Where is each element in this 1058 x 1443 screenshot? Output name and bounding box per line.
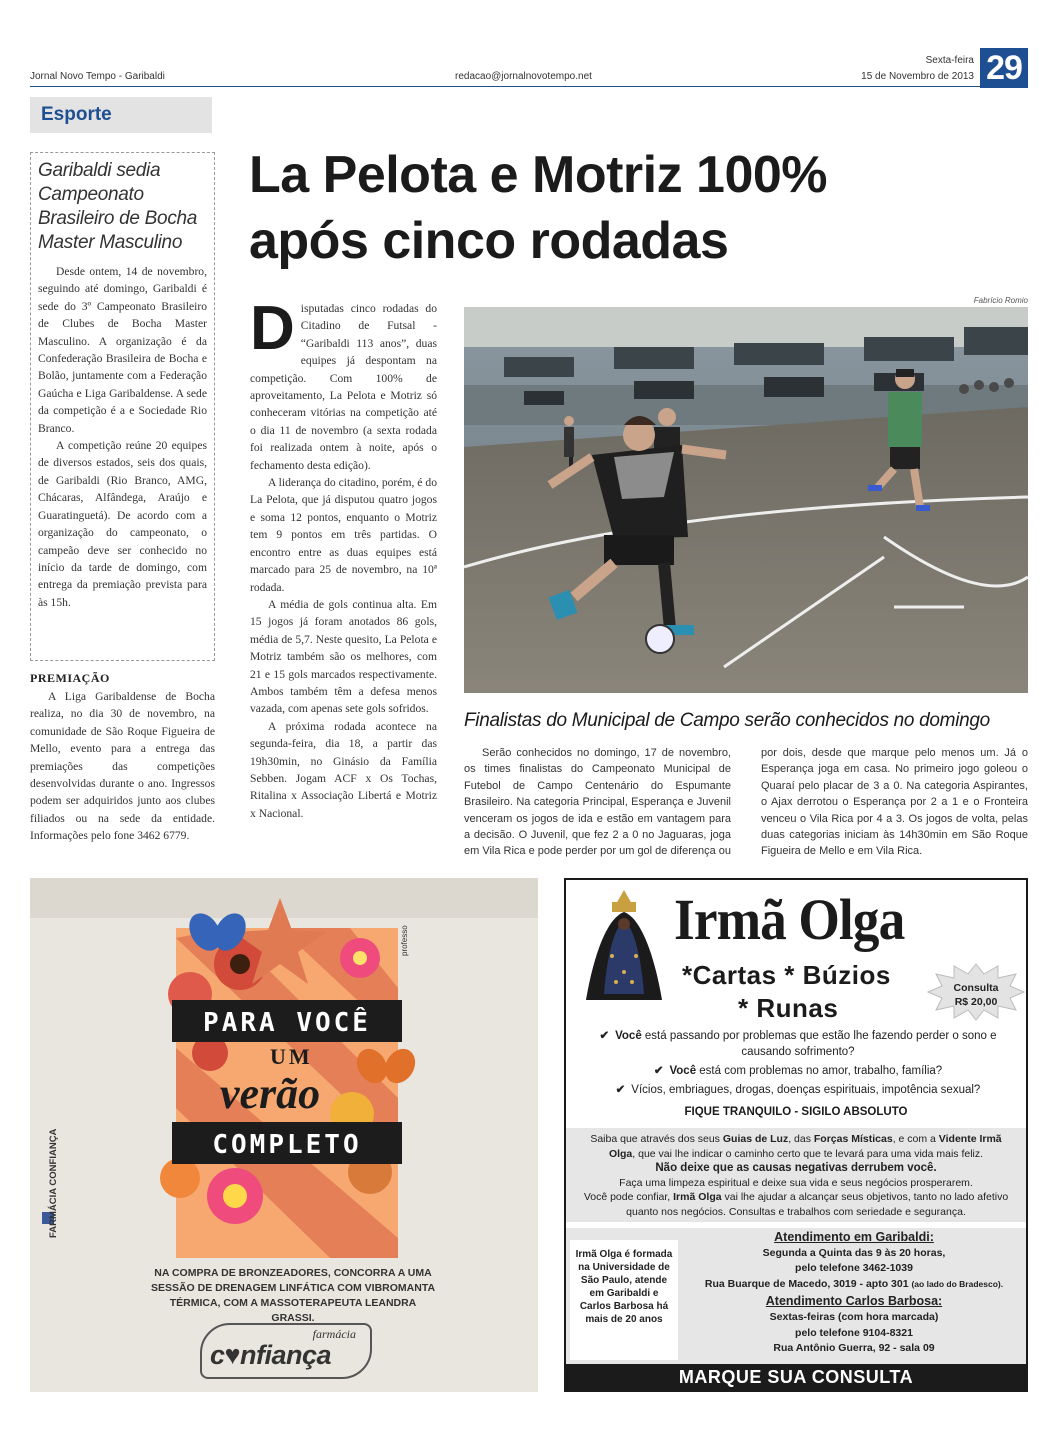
info-text: , que vai lhe indicar o caminho certo que te levará para uma vida mais feliz. <box>632 1147 984 1160</box>
sidebar-paragraph: Desde ontem, 14 de novembro, seguindo até domingo, Garibaldi é sede do 3º Campeonato Brasileiro de Clubes de Bocha Master Masculino. A organização é da Confederação Brasileira de Bocha e Bolão, juntamente com a Federação Gaúcha e Liga Garibaldense. A sede da competição é a e Sociedade Rio Branco. <box>38 265 207 435</box>
sidebar-title: Garibaldi sedia Campeonato Brasileiro de Bocha Master Masculino <box>38 160 198 253</box>
info-guias: Guias de Luz <box>722 1133 789 1145</box>
secondary-article-body <box>464 745 1028 860</box>
list-item <box>586 1028 1010 1060</box>
formation-box: Irmã Olga é formada na Universidade de São Paulo, atende em Garibaldi e Carlos Barbosa há mais de 20 anos <box>570 1240 678 1360</box>
secondary-headline: Finalistas do Municipal de Campo serão conhecidos no domingo <box>464 710 990 731</box>
section-tag <box>30 97 212 133</box>
barbosa-hours: Sextas-feiras (com hora marcada) <box>769 1311 939 1324</box>
list-lead: Você <box>615 1030 642 1042</box>
main-first-text: isputadas cinco rodadas do Citadino de Futsal - “Garibaldi 113 anos”, duas equipes já despontam na competição. Com 100% de aproveitamento, La Pelota e Motriz só conheceram vitórias na competição até o dia 11 de novembro (a sexta rodada foi realizada ontem à noite, após o fechamento desta edição). <box>250 302 437 472</box>
garibaldi-phone[interactable]: pelo telefone 3462-1039 <box>795 1262 913 1275</box>
list-item <box>586 1063 1010 1079</box>
info-vidente: Vidente Irmã Olga <box>608 1133 1002 1160</box>
main-paragraph: A média de gols continua alta. Em 15 jogos já foram anotados 86 gols, média de 5,7. Neste quesito, La Pelota e Motriz também são os melhores, com 21 e 15 gols marcados respectivamente. Ambos também têm a defesa menos vazada, com apenas sete gols sofridos. <box>250 597 437 716</box>
info-forcas: Forças Místicas <box>813 1133 893 1145</box>
premiacao-block <box>30 671 215 845</box>
sidebar-box <box>30 152 215 661</box>
list-text: está passando por problemas que estão lhe fazendo perder o sono e causando sofrimento? <box>641 1030 997 1058</box>
list-lead: Você <box>669 1065 697 1077</box>
reassure-text: FIQUE TRANQUILO - SIGILO ABSOLUTO <box>684 1106 908 1118</box>
premiacao-text: A Liga Garibaldense de Bocha realiza, no dia 30 de novembro, na comunidade de São Roque Figueira de Mello, evento para a entrega das premiações das competições desenvolvidas durante o ano. Ingressos podem ser adquiridos junto aos clubes filiados ou na sede da entidade. Informações pelo fone 3462 6779. <box>30 690 215 843</box>
sidebar-text <box>38 263 207 611</box>
appointments-info <box>686 1228 1022 1356</box>
main-headline: La Pelota e Motriz 100% após cinco rodadas <box>249 146 828 270</box>
sidebar-paragraph: A competição reúne 20 equipes de diversos estados, seis dos quais, de Garibaldi (Rio Branco, AMG, Chácaras, Alfândega, Araújo e Guaratinguetá). De acordo com a organização do campeonato, o campeão deve ser conhecido no início da tarde de domingo, com entrega da premiação prevista para às 15h. <box>38 439 207 609</box>
main-article-body <box>250 294 437 822</box>
garibaldi-address: Rua Buarque de Macedo, 3019 - apto 301 <box>704 1277 912 1290</box>
price-value: R$ 20,00 <box>954 996 998 1008</box>
check-icon: ✔ <box>653 1065 664 1077</box>
ad-farmacia-confianca[interactable] <box>30 878 538 1392</box>
list-item <box>586 1082 1010 1098</box>
garibaldi-hours: Segunda a Quinta das 9 às 20 horas, <box>762 1247 946 1259</box>
main-paragraph: A liderança do citadino, porém, é do La Pelota, que já disputou quatro jogos e soma 12 pontos, enquanto o Motriz tem 9 pontos em três partidas. O encontro entre as duas equipes está marcado para 25 de novembro, na 10ª rodada. <box>250 476 437 594</box>
banner-completo: COMPLETO <box>212 1130 362 1160</box>
info-text: , e com a <box>892 1133 939 1145</box>
price-burst <box>926 962 1026 1022</box>
secondary-paragraph: Serão conhecidos no domingo, 17 de novembro, os times finalistas do Campeonato Municipal de Futebol de Campo Centenário do Espumante Brasileiro. Na categoria Principal, Esperança e Juvenil venceram os jogos de ida e estão em vantagem para a decisão. O Juvenil, que fez 2 a 0 no Jaguaras, joga em Vila Rica e pode perder por um gol de diferença ou por dois, desde que marque pelo menos um. Já o Esperança joga em casa. No primeiro jogo goleou o Quaraí pelo placar de 3 a 0. Na categoria Aspirantes, o Ajax derrotou o Esperança por 2 a 1 e o Fronteira venceu o Vila Rica por 4 a 3. Os jogos de volta, pelas duas categorias iniciam às 14h30min em São Roque Figueira de Mello e em Vila Rica. <box>464 747 1028 858</box>
weekday: Sexta-feira <box>925 55 974 66</box>
info-text: Você pode confiar, <box>583 1191 674 1204</box>
garibaldi-note: (ao lado do Bradesco). <box>911 1278 1004 1289</box>
ad-title: Irmã Olga <box>674 887 905 952</box>
services-line-2: * Runas <box>738 993 839 1023</box>
contact-email[interactable]: redacao@jornalnovotempo.net <box>455 71 592 82</box>
barbosa-address: Rua Antônio Guerra, 92 - sala 09 <box>773 1342 935 1355</box>
vertical-brand: FARMÁCIA CONFIANÇA <box>48 1128 59 1238</box>
barbosa-phone[interactable]: pelo telefone 9104-8321 <box>795 1326 913 1339</box>
logo-farmacia: farmácia <box>312 1327 356 1341</box>
info-olga: Irmã Olga <box>673 1191 722 1204</box>
info-text: Faça uma limpeza espiritual e deixe sua vida e seus negócios prosperarem. <box>619 1176 973 1189</box>
garibaldi-address-line <box>686 1277 1022 1292</box>
confianca-logo <box>200 1323 372 1379</box>
problems-list <box>586 1028 1010 1101</box>
banner-verao: verão <box>220 1069 321 1118</box>
paper-name: Jornal Novo Tempo - Garibaldi <box>30 71 165 82</box>
info-text: Saiba que através dos seus <box>590 1133 723 1145</box>
ad-irma-olga[interactable] <box>564 878 1028 1392</box>
services-line-1: *Cartas * Búzios <box>682 960 891 990</box>
garibaldi-title: Atendimento em Garibaldi: <box>774 1230 934 1244</box>
barbosa-title: Atendimento Carlos Barbosa: <box>765 1294 943 1309</box>
info-text: vai lhe ajudar a alcançar seus objetivos, tanto no lado afetivo quanto nos negócios. Consultas e trabalhos com seriedade e segurança. <box>626 1191 1009 1218</box>
banner-para-voce: PARA VOCÊ <box>203 1008 371 1038</box>
page-number: 29 <box>980 48 1028 88</box>
ad-offer-text: NA COMPRA DE BRONZEADORES, CONCORRA A UMA SESSÃO DE DRENAGEM LINFÁTICA COM VIBROMANTA TÉRMICA, COM A MASSOTERAPEUTA LEANDRA GRASSI. <box>150 1267 436 1324</box>
issue-date: 15 de Novembro de 2013 <box>861 71 974 82</box>
premiacao-heading: PREMIAÇÃO <box>30 671 110 685</box>
check-icon: ✔ <box>599 1030 610 1042</box>
info-text: , das <box>788 1133 814 1145</box>
info-bold: Não deixe que as causas negativas derrubem você. <box>655 1162 937 1175</box>
check-icon: ✔ <box>615 1084 626 1096</box>
main-paragraph: A próxima rodada acontece na segunda-feira, dia 18, a partir das 19h30min, no Ginásio da Família Sebben. Jogam ACF x Os Tochas, Ritalina x Associação Libertá e Motriz x Nacional. <box>250 719 437 820</box>
list-text: está com problemas no amor, trabalho, família? <box>696 1065 943 1077</box>
futsal-photo-art <box>464 307 1028 693</box>
futsal-photo <box>464 307 1028 693</box>
agency-credit: professo <box>400 925 409 956</box>
logo-confianca: c♥nfiança <box>210 1340 332 1370</box>
section-label: Esporte <box>41 104 112 125</box>
appointments-block <box>566 1228 1026 1364</box>
banner-um: UM <box>270 1044 313 1069</box>
main-paragraph <box>250 294 437 474</box>
photo-credit: Fabrício Romio <box>973 296 1028 305</box>
cta-button[interactable]: MARQUE SUA CONSULTA <box>566 1364 1026 1390</box>
info-block <box>566 1128 1026 1222</box>
drop-cap: D <box>250 294 295 363</box>
saint-statue-icon <box>582 886 666 1004</box>
list-text: Vícios, embriagues, drogas, doenças espirituais, impotência sexual? <box>631 1084 981 1096</box>
header-rule <box>30 86 1028 87</box>
price-label: Consulta <box>953 982 999 994</box>
